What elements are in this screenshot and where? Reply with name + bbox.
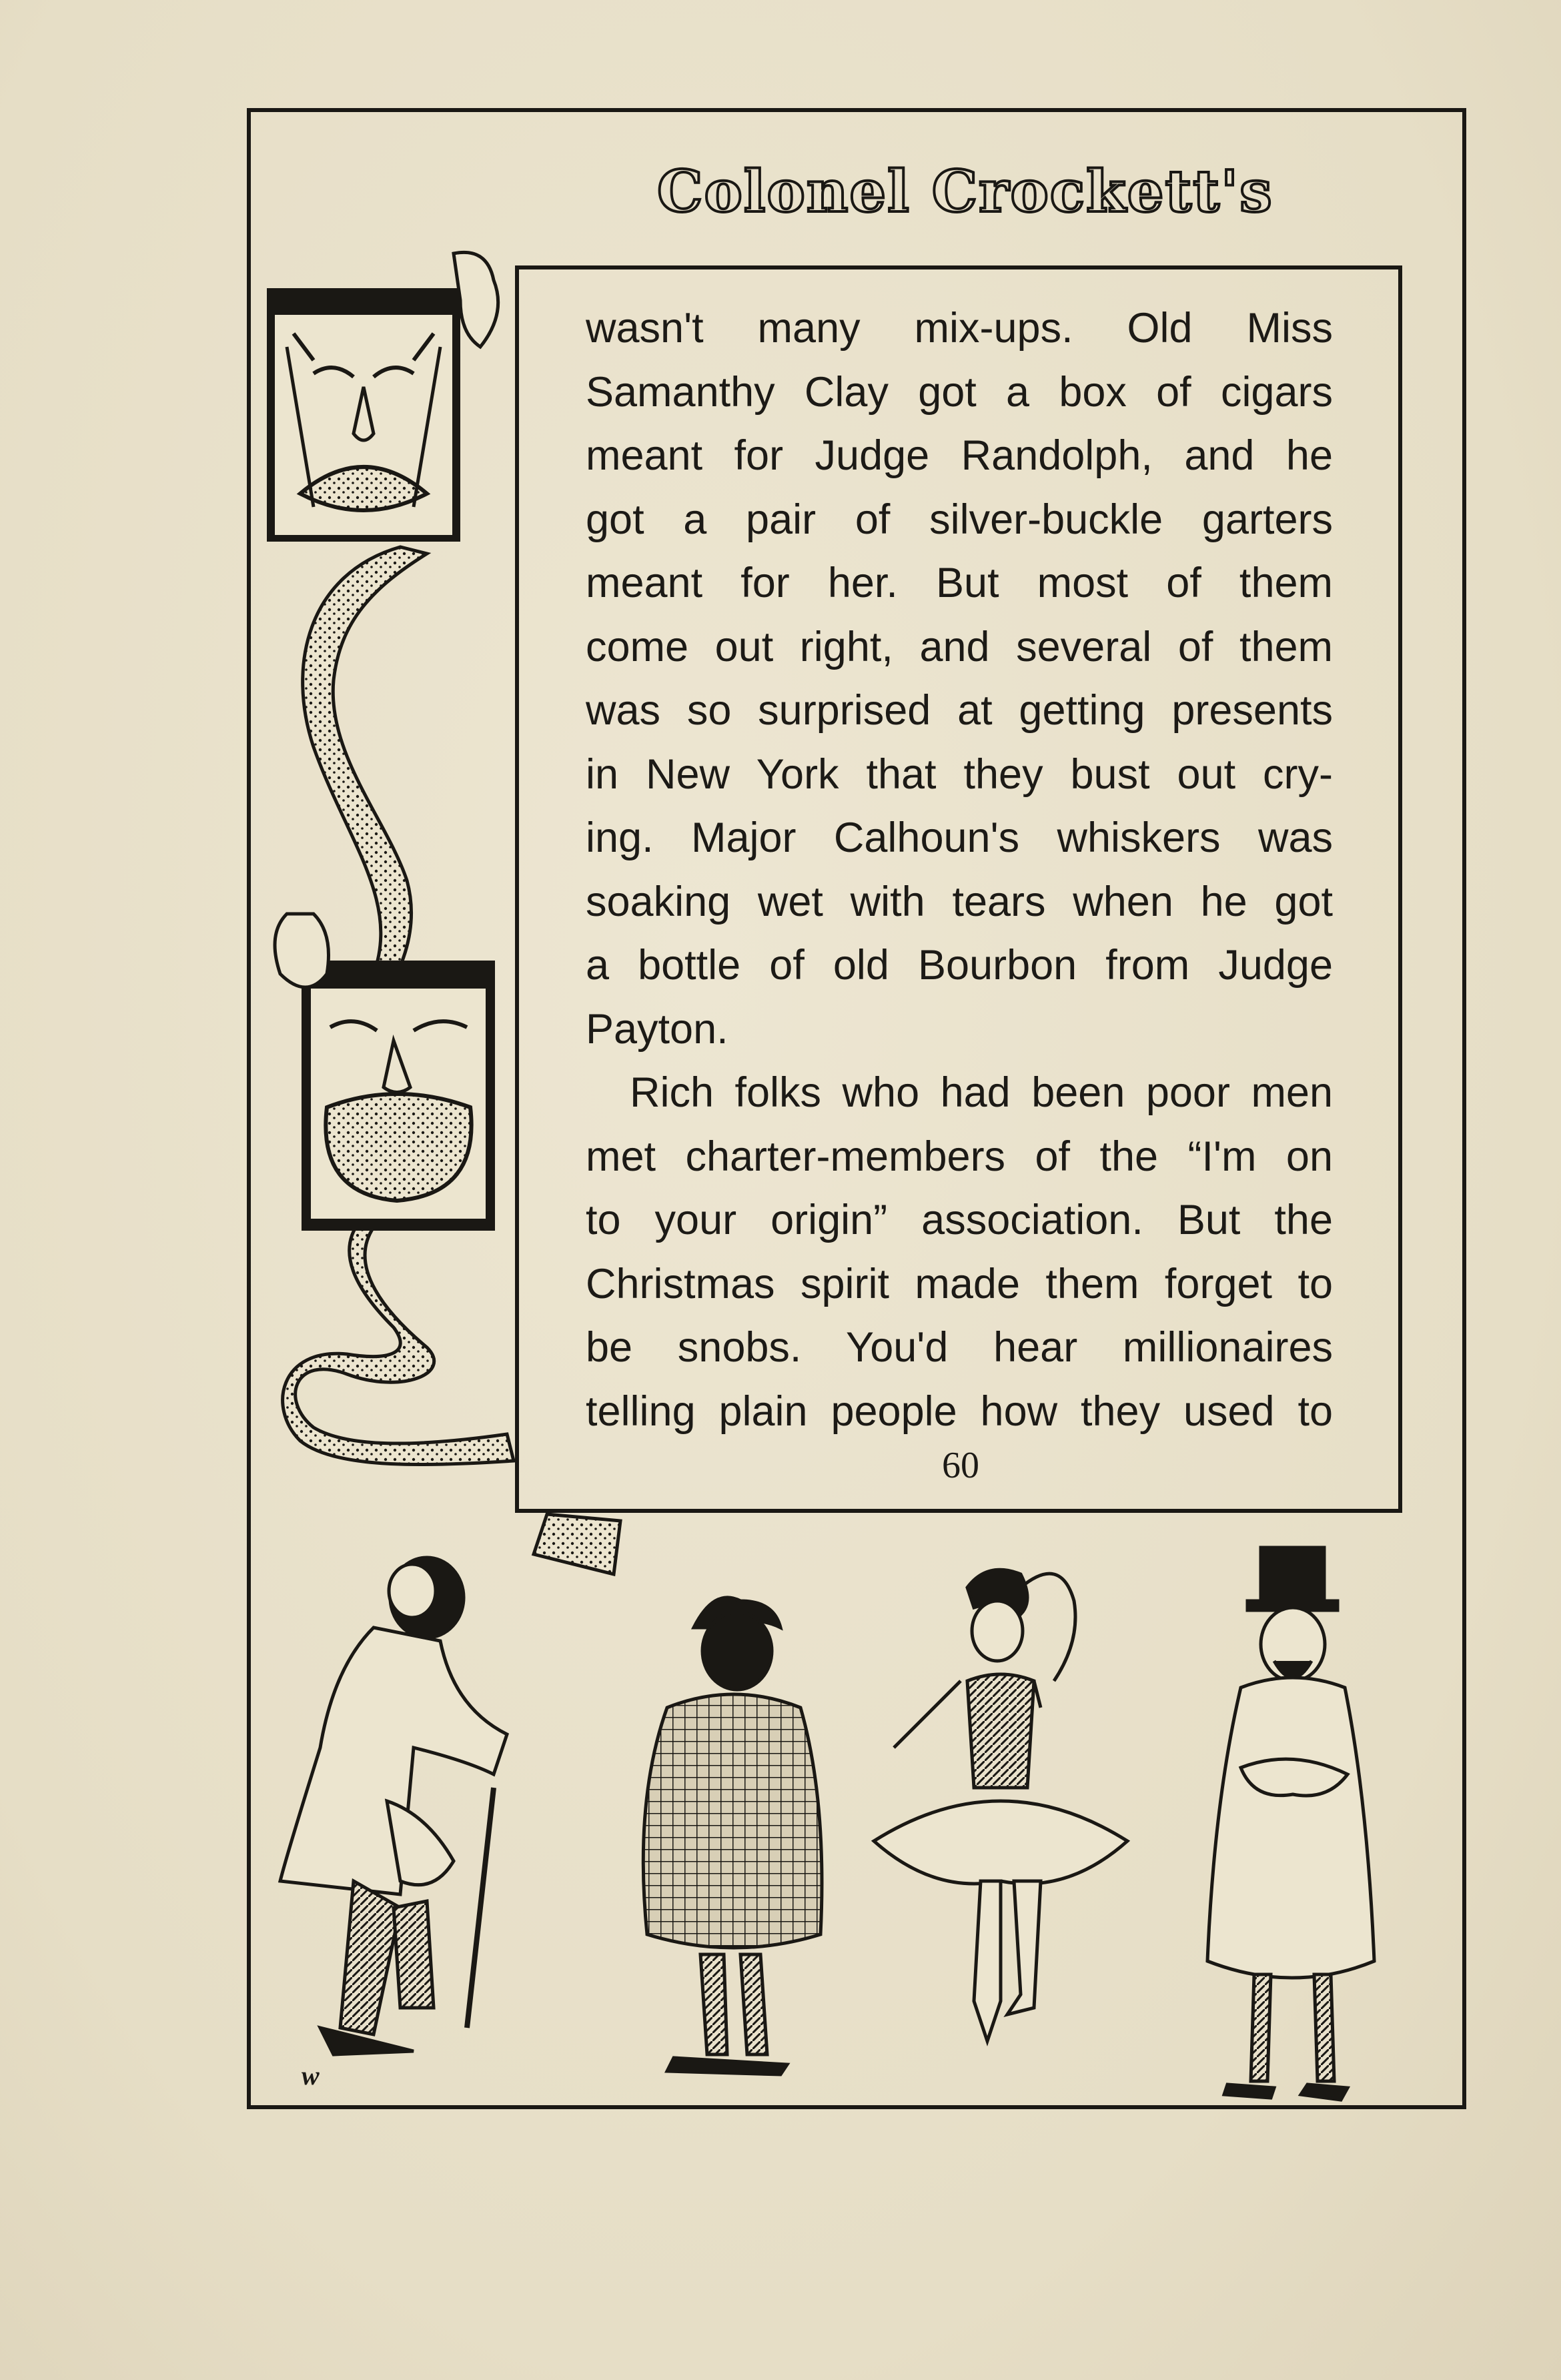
comedy-mask-icon [275,914,495,1231]
text-line: come out right, and several of them [586,623,1333,670]
text-line: wasn't many mix-ups. Old Miss [586,305,1333,352]
text-line: Christmas spirit made them forget to [586,1260,1333,1307]
text-line: soaking wet with tears when he got [586,878,1333,925]
text-line: to your origin” association. But the [586,1197,1333,1243]
old-man-figure [280,1558,507,2054]
running-head-title: Colonel Crockett's [657,158,1273,225]
artist-monogram: w [302,2060,320,2091]
text-line: telling plain people how they used to [586,1387,1333,1435]
tragedy-mask-icon [267,252,498,542]
text-line: ing. Major Calhoun's whiskers was [586,814,1333,861]
text-line: met charter-members of the “I'm on [586,1133,1333,1180]
text-line: Payton. [586,1005,728,1053]
top-hat-man-figure [1207,1548,1374,2100]
text-line: be snobs. You'd hear millionaires [586,1324,1333,1371]
text-line: in New York that they bust out cry- [586,750,1333,798]
text-line: was so surprised at getting presents [586,687,1333,734]
text-line: meant for her. But most of them [586,560,1333,606]
text-line: a bottle of old Bourbon from Judge [586,942,1333,989]
ballet-dancer-figure [874,1570,1127,2041]
text-line: got a pair of silver-buckle garters [586,496,1333,543]
text-line: Samanthy Clay got a box of cigars [586,368,1333,416]
page-number: 60 [942,1445,979,1486]
child-figure [643,1598,822,2074]
text-line: Rich folks who had been poor men [630,1069,1333,1116]
text-line: meant for Judge Randolph, and he [586,432,1333,479]
